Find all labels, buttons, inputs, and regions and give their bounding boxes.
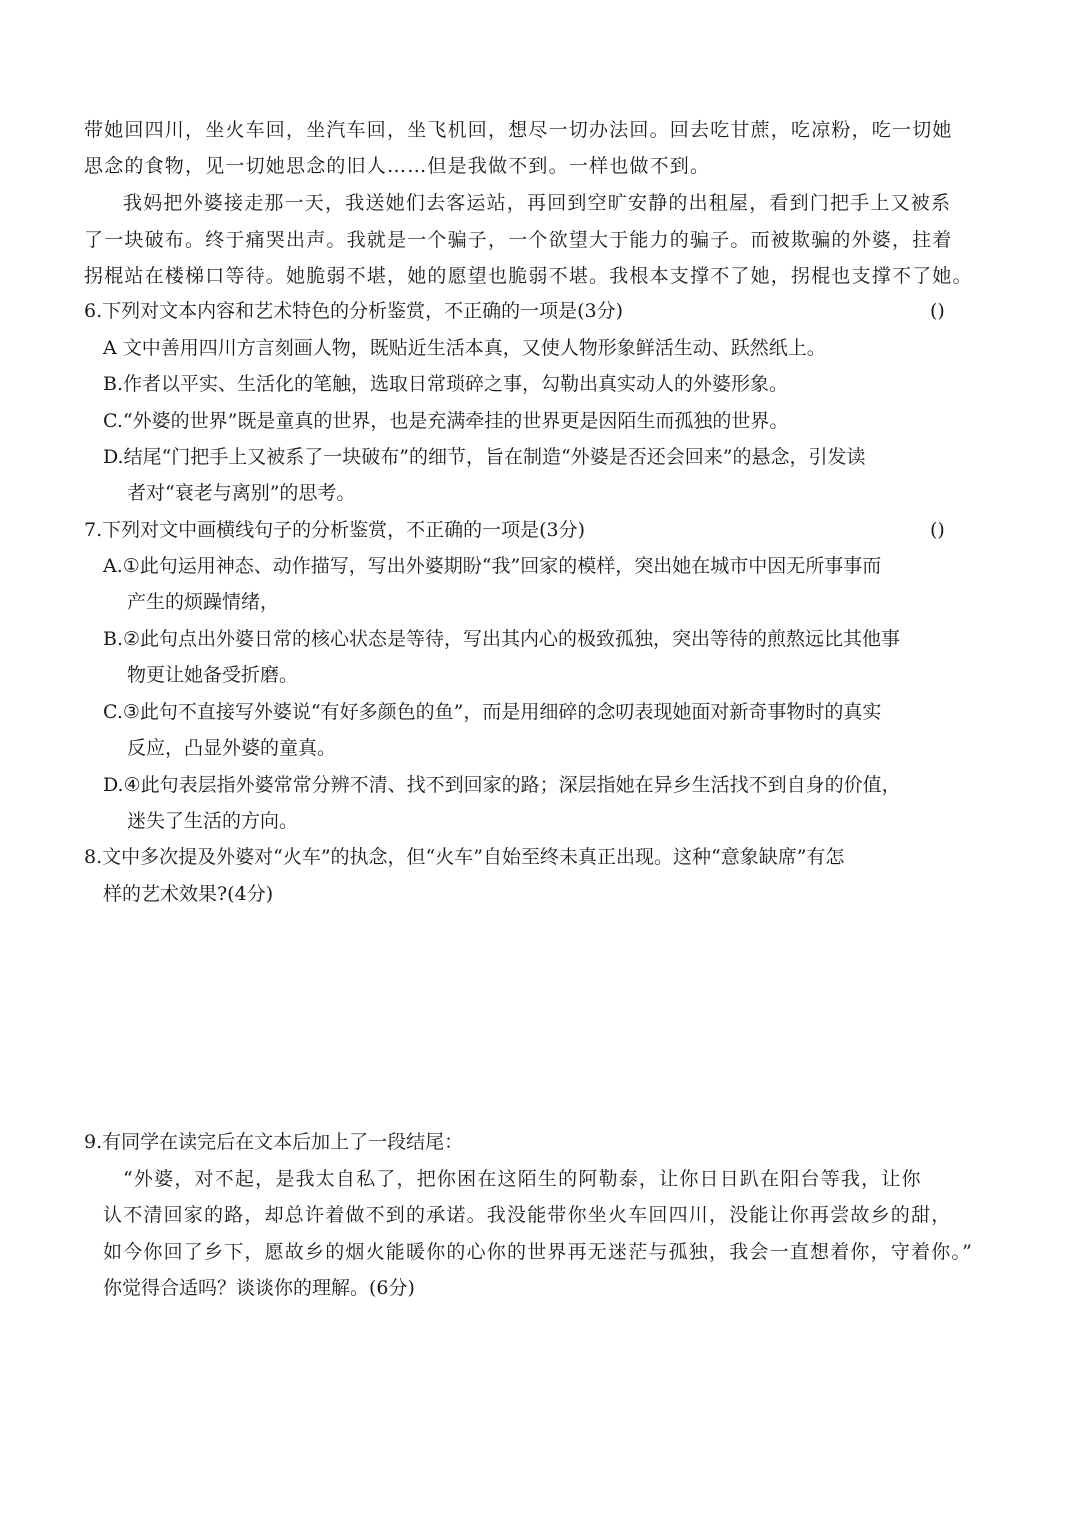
q7-option-c-cont: 反应，凸显外婆的童真。 xyxy=(127,737,337,759)
q7-option-b-cont: 物更让她备受折磨。 xyxy=(127,664,299,686)
q8-stem-cont: 样的艺术效果?(4分) xyxy=(103,883,274,905)
q8-stem: 8.文中多次提及外婆对“火车”的执念，但“火车”自始至终未真正出现。这种“意象缺席”有怎 xyxy=(84,846,845,868)
q7-stem: 7.下列对文中画横线句子的分析鉴赏，不正确的一项是(3分) xyxy=(84,519,586,541)
q7-option-d-cont: 迷失了生活的方向。 xyxy=(127,810,299,832)
q9-quote-line: “外婆，对不起，是我太自私了，把你困在这陌生的阿勒泰，让你日日趴在阳台等我，让你 xyxy=(123,1168,922,1190)
passage-line: 拐棍站在楼梯口等待。她脆弱不堪，她的愿望也脆弱不堪。我根本支撑不了她，拐棍也支撑不了她。 xyxy=(84,265,973,287)
q6-option-d: D.结尾“门把手上又被系了一块破布”的细节，旨在制造“外婆是否还会回来”的悬念，引发读 xyxy=(103,446,866,468)
q9-prompt: 你觉得合适吗？谈谈你的理解。(6分) xyxy=(103,1277,415,1299)
q7-option-a-cont: 产生的烦躁情绪， xyxy=(127,591,280,613)
q7-answer-bracket: () xyxy=(930,519,945,541)
q7-option-a: A.①此句运用神态、动作描写，写出外婆期盼“我”回家的模样，突出她在城市中因无所事事而 xyxy=(103,555,882,577)
q6-option-d-cont: 者对“衰老与离别”的思考。 xyxy=(127,482,356,504)
q9-stem: 9.有同学在读完后在文本后加上了一段结尾： xyxy=(84,1131,464,1153)
q7-option-d: D.④此句表层指外婆常常分辨不清、找不到回家的路；深层指她在异乡生活找不到自身的价值， xyxy=(103,774,901,796)
q6-option-b: B.作者以平实、生活化的笔触，选取日常琐碎之事，勾勒出真实动人的外婆形象。 xyxy=(103,373,789,395)
q7-option-b: B.②此句点出外婆日常的核心状态是等待，写出其内心的极致孤独，突出等待的煎熬远比其他事 xyxy=(103,628,901,650)
q9-quote-line: 认不清回家的路，却总许着做不到的承诺。我没能带你坐火车回四川，没能让你再尝故乡的甜， xyxy=(103,1204,952,1226)
q6-option-a: A 文中善用四川方言刻画人物，既贴近生活本真，又使人物形象鲜活生动、跃然纸上。 xyxy=(103,337,826,359)
passage-line: 了一块破布。终于痛哭出声。我就是一个骗子，一个欲望大于能力的骗子。而被欺骗的外婆，拄着 xyxy=(84,229,953,251)
q7-option-c: C.③此句不直接写外婆说“有好多颜色的鱼”，而是用细碎的念叨表现她面对新奇事物时的真实 xyxy=(103,701,882,723)
q6-stem: 6.下列对文本内容和艺术特色的分析鉴赏，不正确的一项是(3分) xyxy=(84,300,624,322)
passage-line: 我妈把外婆接走那一天，我送她们去客运站，再回到空旷安静的出租屋，看到门把手上又被系 xyxy=(123,192,952,214)
q9-quote-line: 如今你回了乡下，愿故乡的烟火能暖你的心你的世界再无迷茫与孤独，我会一直想着你，守着你。” xyxy=(103,1241,974,1263)
passage-line: 思念的食物，见一切她思念的旧人……但是我做不到。一样也做不到。 xyxy=(84,155,711,177)
passage-line: 带她回四川，坐火车回，坐汽车回，坐飞机回，想尽一切办法回。回去吃甘蔗，吃凉粉，吃一切她 xyxy=(84,119,953,141)
q6-option-c: C.“外婆的世界”既是童真的世界，也是充满牵挂的世界更是因陌生而孤独的世界。 xyxy=(103,410,789,432)
q6-answer-bracket: () xyxy=(930,300,945,322)
